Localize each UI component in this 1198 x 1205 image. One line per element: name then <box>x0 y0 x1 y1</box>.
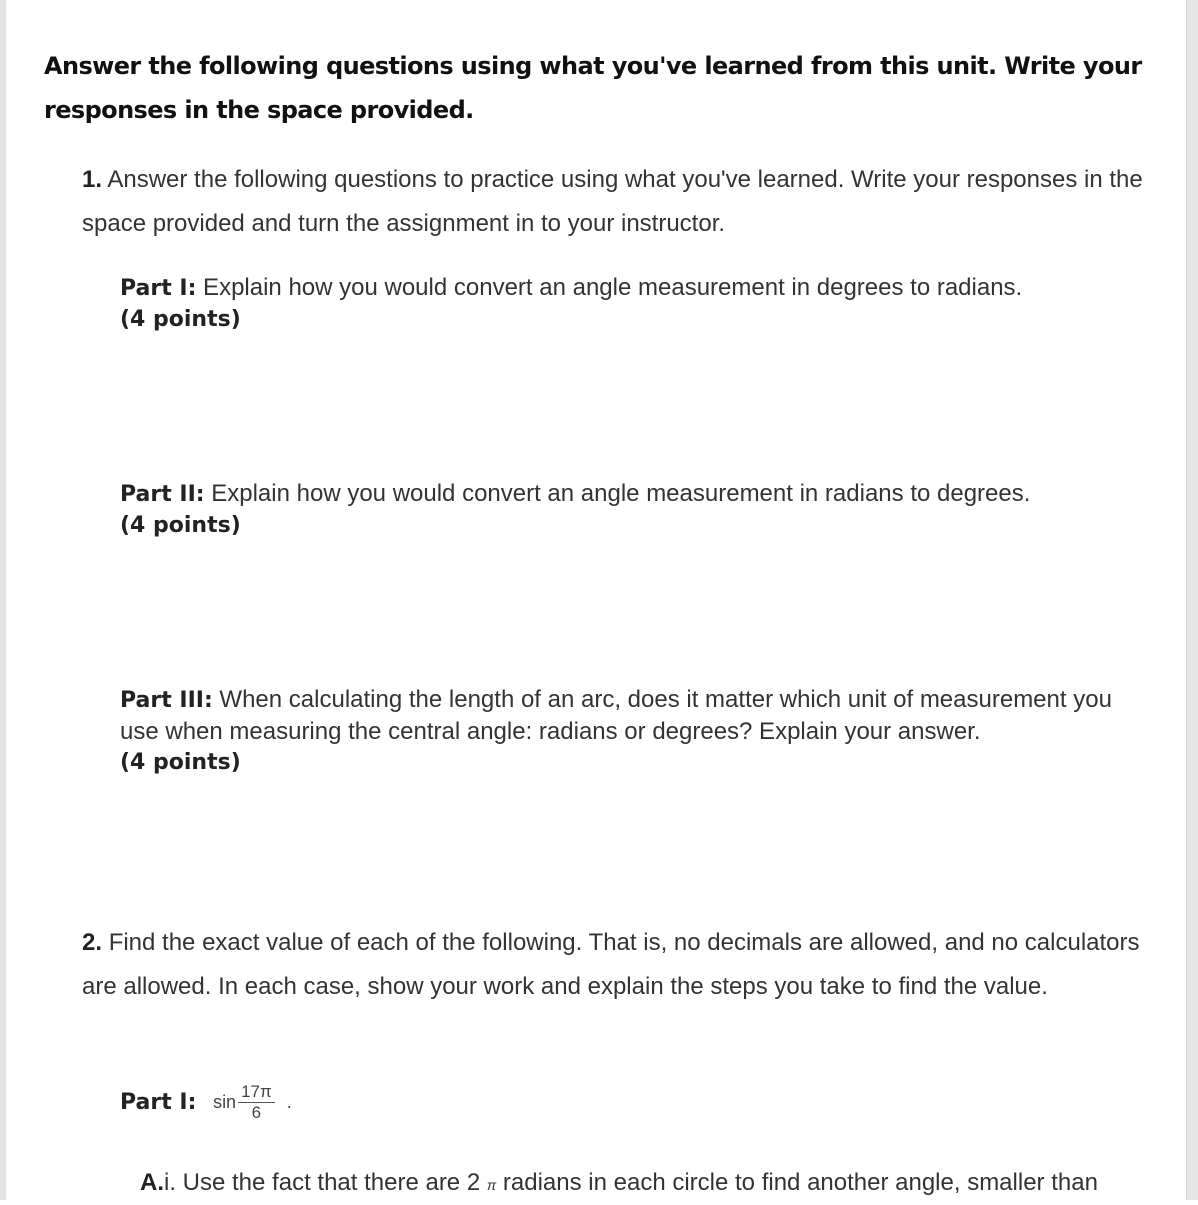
pi-symbol: π <box>486 1177 497 1193</box>
subpart-label: A. <box>140 1169 164 1196</box>
page-left-edge <box>0 0 6 1200</box>
part-label: Part I: <box>120 276 197 301</box>
part-label: Part I: <box>120 1090 197 1115</box>
points-label: (4 points) <box>120 307 241 332</box>
question-text: Find the exact value of each of the following. That is, no decimals are allowed, and no calculators are allowed. In each case, show your work and explain the steps you take to find the value. <box>82 929 1140 1000</box>
part-text: Explain how you would convert an angle measurement in degrees to radians. <box>196 274 1023 301</box>
question-2-part-1 <box>120 1082 292 1123</box>
instructions: Answer the following questions using what you've learned from this unit. Write your responses in the space provided. <box>44 52 1142 124</box>
part-text: When calculating the length of an arc, does it matter which unit of measurement you use when measuring the central angle: radians or degrees? Explain your answer. <box>120 686 1112 745</box>
function-name: sin <box>213 1092 237 1112</box>
question-2 <box>82 921 1157 1009</box>
points-label: (4 points) <box>120 513 241 538</box>
denominator: 6 <box>251 1103 262 1122</box>
question-1-part-2 <box>120 478 1160 541</box>
question-1-part-3 <box>120 684 1130 778</box>
subpart-text-rest: radians in each circle to find another angle, smaller than <box>496 1169 1098 1196</box>
trailing-period: . <box>286 1092 292 1112</box>
points-label: (4 points) <box>120 750 241 775</box>
question-text: Answer the following questions to practice using what you've learned. Write your responses in the space provided and turn the assignment in to your instructor. <box>82 166 1143 237</box>
fraction <box>238 1082 275 1123</box>
math-expression <box>213 1082 292 1123</box>
part-label: Part II: <box>120 482 205 507</box>
subpart-text: i. Use the fact that there are 2 <box>164 1169 481 1196</box>
question-number: 1. <box>82 166 103 193</box>
part-text: Explain how you would convert an angle measurement in radians to degrees. <box>204 480 1031 507</box>
numerator: 17π <box>238 1082 275 1103</box>
question-1 <box>82 158 1162 246</box>
part-label: Part III: <box>120 688 213 713</box>
question-1-part-1 <box>120 272 1160 335</box>
question-number: 2. <box>82 929 103 956</box>
scrollbar[interactable] <box>1186 0 1198 1200</box>
subpart-a-i <box>140 1163 1098 1205</box>
